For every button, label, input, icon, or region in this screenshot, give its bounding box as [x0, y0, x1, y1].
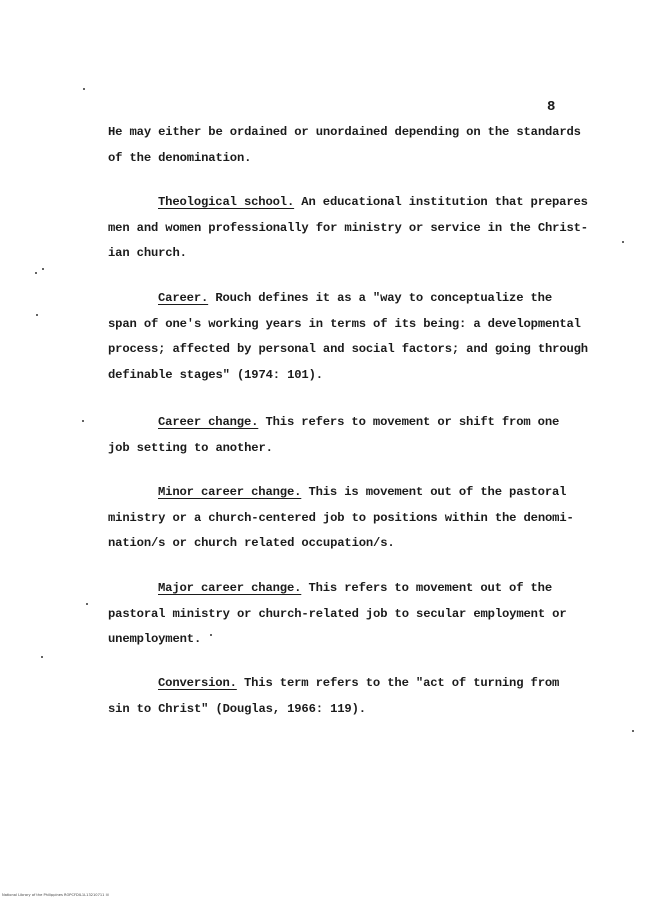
text-line: sin to Christ" (Douglas, 1966: 119).: [108, 701, 366, 716]
defined-term: Minor career change.: [158, 485, 302, 499]
paragraph-ordination: [108, 120, 581, 171]
footer-stamp: National Library of the Philippines ROPCFDIL1L13210711 lil: [2, 893, 109, 897]
definition-theological-school: [108, 190, 588, 267]
defined-term: Theological school.: [158, 195, 295, 209]
defined-term: Major career change.: [158, 581, 302, 595]
text-line: unemployment.: [108, 632, 202, 646]
text-line: He may either be ordained or unordained depending on the standards: [108, 125, 581, 139]
page-number: 8: [547, 99, 556, 115]
scan-speck: [82, 420, 84, 422]
definition-conversion: [108, 671, 578, 722]
scan-speck: [83, 88, 85, 90]
text-line: of the denomination.: [108, 150, 252, 165]
definition-minor-career-change: [108, 480, 578, 557]
definition-major-career-change: [108, 576, 578, 653]
defined-term: Career change.: [158, 415, 259, 429]
scan-speck: [42, 268, 44, 270]
defined-term: Conversion.: [158, 676, 237, 690]
definition-career: [108, 286, 588, 388]
text-line: Major career change. This refers to movement out of the: [158, 581, 553, 595]
text-line: nation/s or church related occupation/s.: [108, 536, 395, 550]
scan-speck: [36, 314, 38, 316]
definition-career-change: [108, 410, 578, 461]
scan-speck: [622, 241, 624, 243]
scan-speck: [210, 634, 212, 636]
text-line: Career change. This refers to movement or shift from one: [158, 415, 560, 429]
text-line: Theological school. An educational institution that prepares: [158, 195, 588, 209]
text-line: ian church.: [108, 246, 187, 260]
text-line: Conversion. This term refers to the "act of turning from: [158, 676, 560, 690]
defined-term: Career.: [158, 291, 209, 305]
scan-speck: [86, 603, 88, 605]
text-line: ministry or a church-centered job to positions within the denomi-: [108, 510, 574, 525]
text-line: Minor career change. This is movement out of the pastoral: [158, 485, 567, 499]
scan-speck: [632, 730, 634, 732]
text-line: span of one's working years in terms of its being: a developmental: [108, 316, 581, 331]
text-line: definable stages" (1974: 101).: [108, 367, 323, 382]
text-line: job setting to another.: [108, 440, 273, 455]
text-line: pastoral ministry or church-related job to secular employment or: [108, 606, 567, 621]
scan-speck: [35, 272, 37, 274]
text-line: process; affected by personal and social factors; and going through: [108, 342, 588, 356]
scan-speck: [41, 656, 43, 658]
text-line: men and women professionally for ministry or service in the Christ-: [108, 220, 588, 235]
text-line: Career. Rouch defines it as a "way to conceptualize the: [158, 291, 553, 305]
